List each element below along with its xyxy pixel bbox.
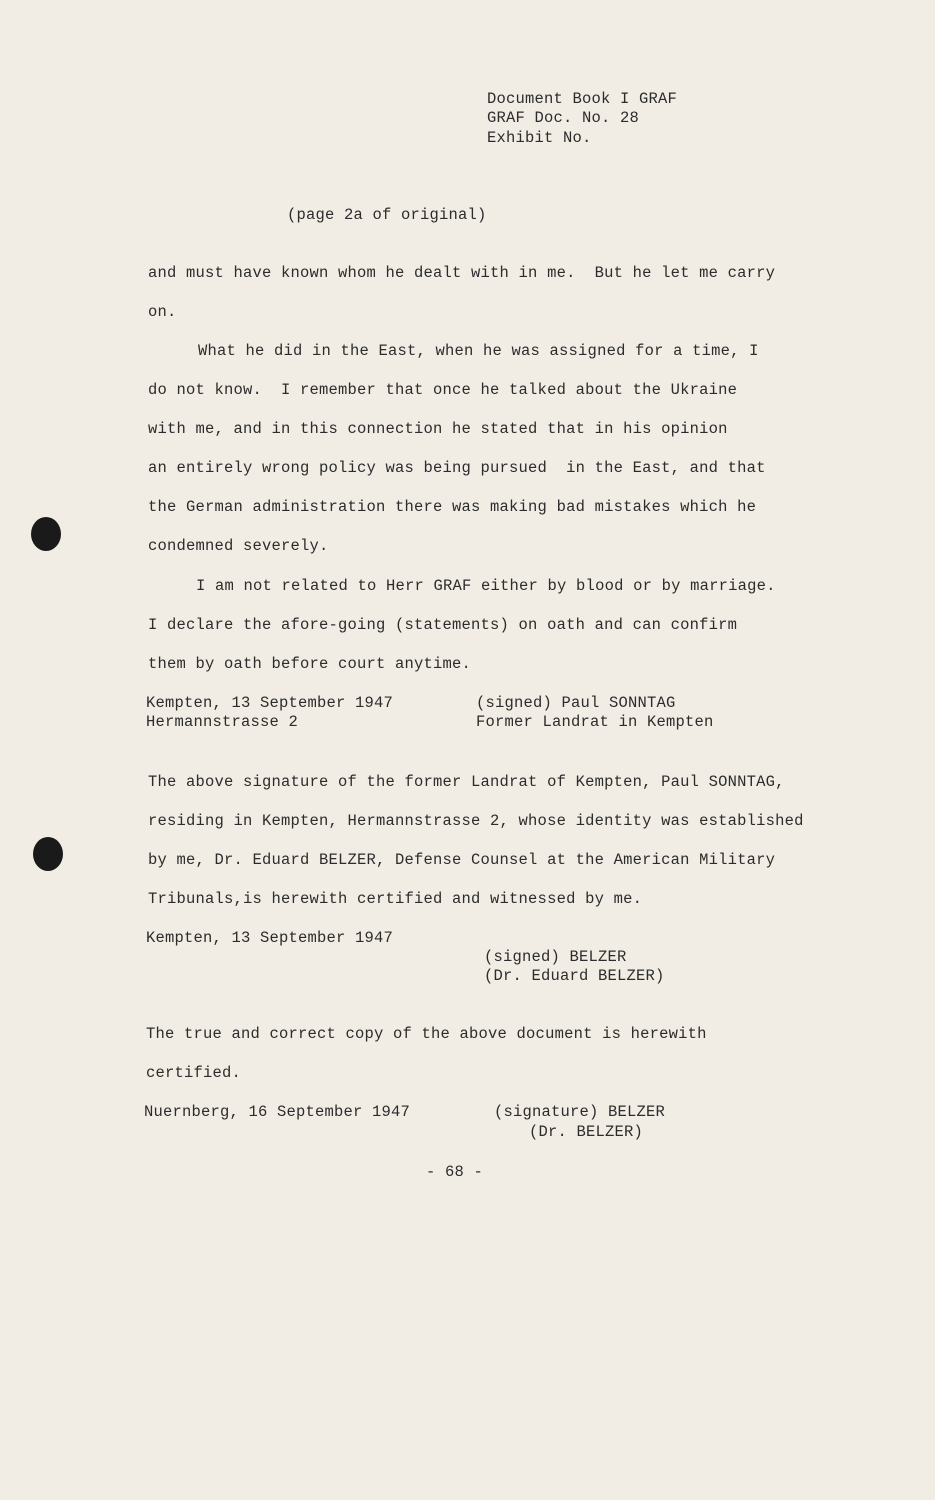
- certification-line: The above signature of the former Landrat of Kempten, Paul SONNTAG,: [148, 773, 785, 791]
- certification-line: by me, Dr. Eduard BELZER, Defense Counsel at the American Military: [148, 851, 776, 869]
- copy-certification-line: The true and correct copy of the above document is herewith: [146, 1025, 707, 1043]
- copy-certification-line: certified.: [146, 1064, 242, 1082]
- body-line: them by oath before court anytime.: [148, 655, 472, 673]
- certification-place-date: Kempten, 13 September 1947: [146, 929, 394, 947]
- body-line: an entirely wrong policy was being pursued in the East, and that: [148, 459, 766, 477]
- body-line: the German administration there was making bad mistakes which he: [148, 498, 757, 516]
- punch-hole-bottom: [33, 837, 63, 871]
- body-line: I am not related to Herr GRAF either by blood or by marriage.: [196, 577, 776, 595]
- body-line: condemned severely.: [148, 537, 329, 555]
- body-line: and must have known whom he dealt with in me. But he let me carry: [148, 264, 776, 282]
- certification-line: Tribunals,is herewith certified and witnessed by me.: [148, 890, 643, 908]
- page-reference: (page 2a of original): [287, 206, 487, 224]
- body-line: do not know. I remember that once he talked about the Ukraine: [148, 381, 738, 399]
- page-number: - 68 -: [426, 1163, 484, 1181]
- body-line: I declare the afore-going (statements) on oath and can confirm: [148, 616, 738, 634]
- copy-place-date: Nuernberg, 16 September 1947: [144, 1103, 411, 1121]
- punch-hole-top: [31, 517, 61, 551]
- header-exhibit-no: Exhibit No.: [487, 129, 592, 147]
- body-line: with me, and in this connection he stated that in his opinion: [148, 420, 728, 438]
- affiant-place-date: Kempten, 13 September 1947: [146, 694, 394, 712]
- certifier-signature: (signed) BELZER: [484, 948, 627, 966]
- body-line: on.: [148, 303, 177, 321]
- affiant-address: Hermannstrasse 2: [146, 713, 299, 731]
- affiant-title: Former Landrat in Kempten: [476, 713, 714, 731]
- copy-signer-name: (Dr. BELZER): [529, 1123, 644, 1141]
- certifier-name: (Dr. Eduard BELZER): [484, 967, 665, 985]
- copy-signature: (signature) BELZER: [494, 1103, 666, 1121]
- header-doc-no: GRAF Doc. No. 28: [487, 109, 640, 127]
- header-document-book: Document Book I GRAF: [487, 90, 678, 108]
- certification-line: residing in Kempten, Hermannstrasse 2, whose identity was established: [148, 812, 804, 830]
- body-line: What he did in the East, when he was assigned for a time, I: [198, 342, 759, 360]
- affiant-signature: (signed) Paul SONNTAG: [476, 694, 676, 712]
